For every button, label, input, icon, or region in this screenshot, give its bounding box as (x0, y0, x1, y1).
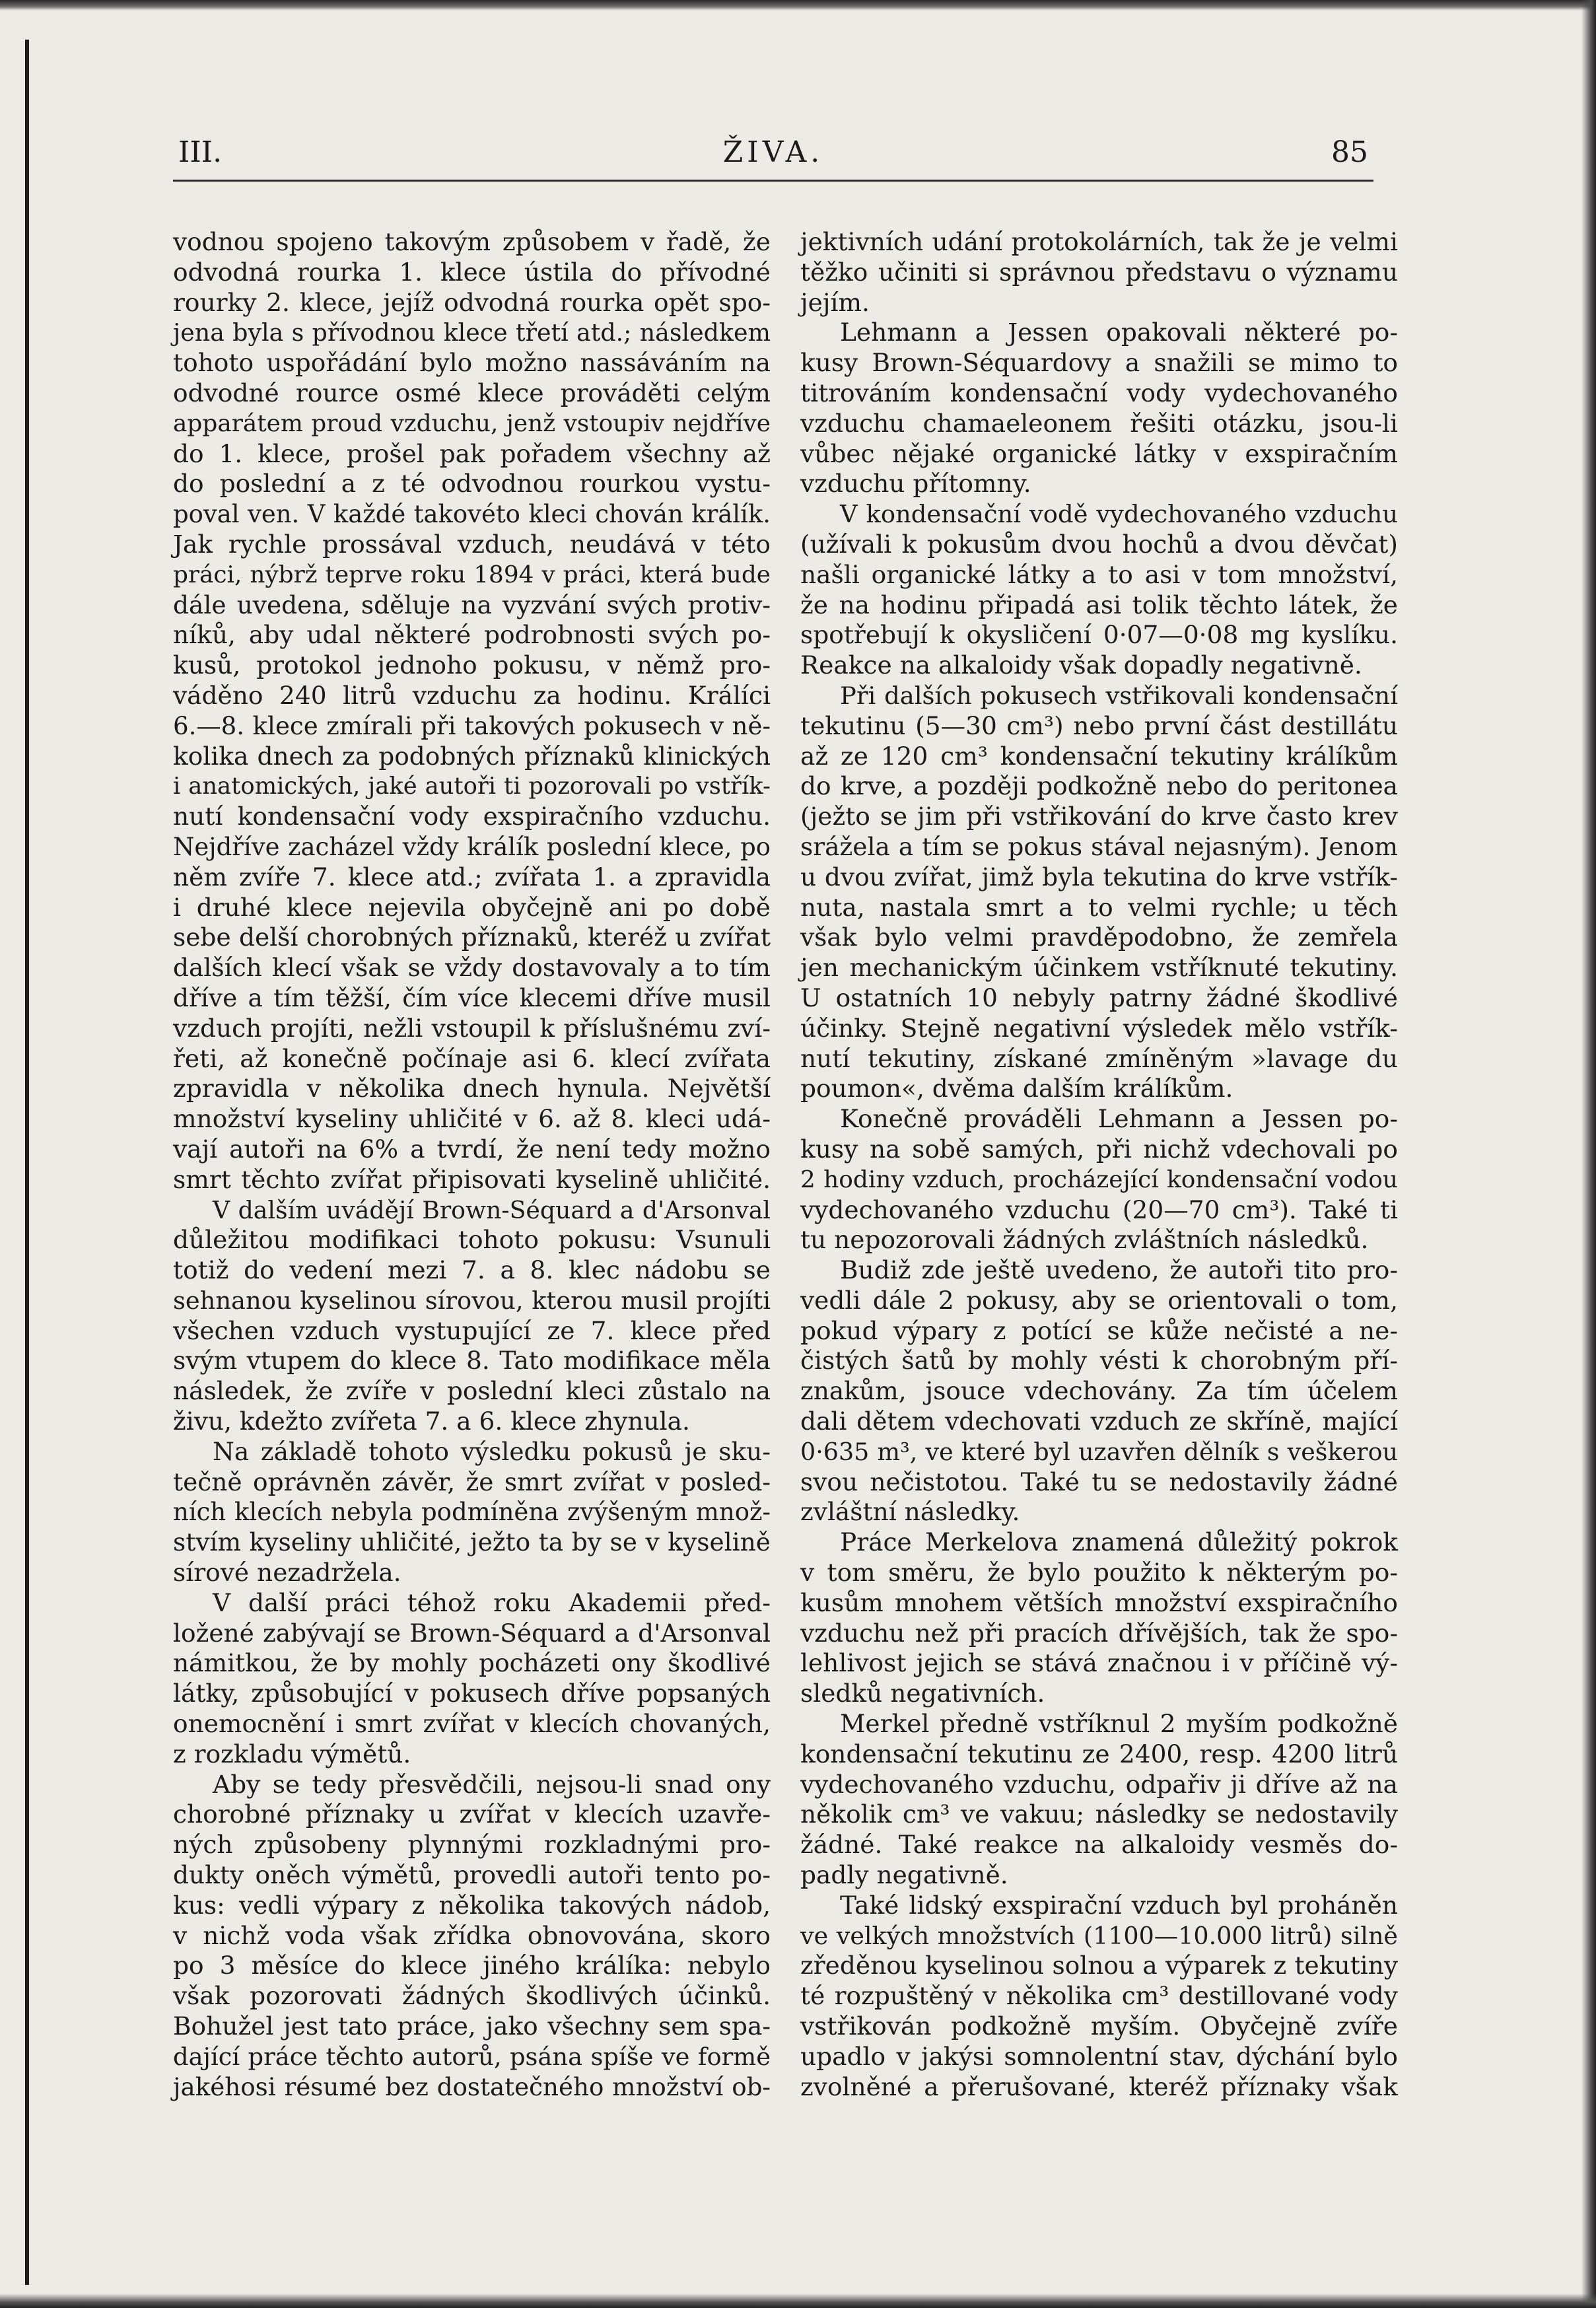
text-line: v tom směru, že bylo použito k některým po- (800, 1558, 1398, 1588)
text-line: Reakce na alkaloidy však dopadly negativně. (800, 650, 1362, 680)
volume-number: III. (178, 135, 223, 169)
header-rule (173, 180, 1373, 182)
text-line: kusům mnohem větších množství exspiračního (800, 1588, 1398, 1617)
text-line: z rozkladu výmětů. (173, 1739, 411, 1768)
text-line: dající práce těchto autorů, psána spíše ve formě (173, 2042, 771, 2071)
text-line: Lehmann a Jessen opakovali některé po- (840, 318, 1398, 347)
text-line: svým vtupem do klece 8. Tato modifikace měla (173, 1346, 771, 1376)
text-line: Aby se tedy přesvědčili, nejsou-li snad ony (213, 1769, 771, 1799)
text-line: kolika dnech za podobných příznaků klinických (173, 741, 771, 771)
text-line: spotřebují k okysličení 0·07—0·08 mg kyslíku. (800, 620, 1398, 650)
text-line: titrováním kondensační vody vydechovaného (800, 378, 1398, 407)
text-line: odvodná rourka 1. klece ústila do přívodné (173, 257, 771, 287)
text-line: zvolněné a přerušované, kteréž příznaky však (800, 2072, 1398, 2101)
page-edge-left (25, 40, 29, 2285)
text-line: těžko učiniti si správnou představu o významu (800, 257, 1398, 287)
text-line: vůbec nějaké organické látky v exspiračním (800, 438, 1398, 468)
text-line: čistých šatů by mohly vésti k chorobným pří- (800, 1346, 1398, 1376)
text-line: rourky 2. klece, jejíž odvodná rourka opět spo- (173, 287, 771, 317)
text-line: dukty oněch výmětů, provedli autoři tento po- (173, 1860, 771, 1890)
page-number: 85 (1331, 135, 1368, 169)
text-line: vzduch projíti, nežli vstoupil k příslušnému zví- (173, 1013, 771, 1043)
text-line: vodnou spojeno takovým způsobem v řadě, že (173, 227, 771, 256)
text-line: Jak rychle prossával vzduch, neudává v této (173, 529, 771, 559)
text-line: sebe delší chorobných příznaků, kteréž u zvířat (173, 923, 771, 952)
text-line: důležitou modifikaci tohoto pokusu: Vsunuli (173, 1225, 771, 1255)
text-line: práci, nýbrž teprve roku 1894 v práci, která bude (173, 561, 771, 588)
text-line: řeti, až konečně počínaje asi 6. klecí zvířata (173, 1043, 771, 1073)
text-line: smrt těchto zvířat připisovati kyselině uhličité. (173, 1164, 771, 1194)
text-line: sledků negativních. (800, 1679, 1045, 1708)
text-line: Také lidský exspirační vzduch byl proháněn (840, 1890, 1398, 1920)
text-line: kondensační tekutinu ze 2400, resp. 4200 litrů (800, 1739, 1398, 1768)
text-line: (ježto se jim při vstřikování do krve často krev (800, 802, 1398, 831)
text-line: jejím. (800, 287, 870, 317)
text-line: vzduchu chamaeleonem řešiti otázku, jsou-li (800, 408, 1398, 438)
text-line: vydechovaného vzduchu, odpařiv ji dříve až na (800, 1769, 1398, 1799)
text-line: Bohužel jest tato práce, jako všechny sem spa- (173, 2011, 771, 2041)
text-line: zvláštní následky. (800, 1497, 1020, 1527)
text-line: padly negativně. (800, 1860, 1008, 1890)
text-line: žádné. Také reakce na alkaloidy vesměs do- (800, 1830, 1398, 1860)
text-line: vzduchu přítomny. (800, 469, 1031, 499)
text-line: poumon«, dvěma dalším králíkům. (800, 1074, 1233, 1103)
text-line: kusy na sobě samých, při nichž vdechovali po (800, 1134, 1398, 1164)
text-line: tu nepozorovali žádných zvláštních následků. (800, 1225, 1369, 1255)
text-line: níků, aby udal některé podrobnosti svých po- (173, 620, 771, 650)
text-line: až ze 120 cm³ kondensační tekutiny králíkům (800, 741, 1398, 771)
text-line: i druhé klece nejevila obyčejně ani po době (173, 892, 771, 922)
text-line: vají autoři na 6% a tvrdí, že není tedy možno (173, 1134, 771, 1164)
running-header (173, 135, 1373, 175)
text-line: váděno 240 litrů vzduchu za hodinu. Králíci (173, 680, 771, 710)
text-line: do krve, a později podkožně nebo do peritonea (800, 771, 1398, 801)
text-line: U ostatních 10 nebyly patrny žádné škodlivé (800, 983, 1398, 1012)
text-line: nutí tekutiny, získané zmíněným »lavage du (800, 1043, 1398, 1073)
text-line: apparátem proud vzduchu, jenž vstoupiv nejdříve (173, 409, 771, 437)
text-line: V dalším uvádějí Brown-Séquard a d'Arsonval (213, 1195, 771, 1224)
text-line: však bylo velmi pravděpodobno, že zemřela (800, 923, 1398, 952)
text-line: nutí kondensační vody exspiračního vzduchu. (173, 802, 771, 831)
text-line: 6.—8. klece zmírali při takových pokusech v ně- (173, 711, 771, 740)
text-line: V další práci téhož roku Akademii před- (213, 1588, 771, 1617)
text-line: dali dětem vdechovati vzduch ze skříně, mající (800, 1407, 1398, 1436)
text-line: 2 hodiny vzduch, procházející kondensační vodou (800, 1166, 1398, 1193)
text-line: látky, způsobující v pokusech dříve popsaných (173, 1679, 771, 1708)
text-line: znakům, jsouce vdechovány. Za tím účelem (800, 1376, 1398, 1406)
text-line: jakéhosi résumé bez dostatečného množství ob- (173, 2072, 771, 2101)
text-line: i anatomických, jaké autoři ti pozorovali po vstřík- (173, 773, 771, 800)
text-line: ních klecích nebyla podmíněna zvýšeným množ- (173, 1498, 771, 1527)
text-line: několik cm³ ve vakuu; následky se nedostavily (800, 1800, 1398, 1829)
page-edge-right (1581, 0, 1596, 2308)
text-line: množství kyseliny uhličité v 6. až 8. kleci udá- (173, 1104, 771, 1134)
text-line: však pozorovati žádných škodlivých účinků. (173, 1981, 771, 2011)
text-line: ných způsobeny plynnými rozkladnými pro- (173, 1830, 771, 1860)
text-line: stvím kyseliny uhličité, ježto ta by se v kyselině (173, 1527, 771, 1557)
text-line: poval ven. V každé takovéto kleci chován králík. (173, 500, 771, 529)
text-line: tekutinu (5—30 cm³) nebo první část destillátu (800, 711, 1398, 740)
text-line: zředěnou kyselinou solnou a výparek z tekutiny (800, 1951, 1398, 1980)
text-line: kusů, protokol jednoho pokusu, v němž pro- (173, 650, 771, 680)
text-line: něm zvíře 7. klece atd.; zvířata 1. a zpravidla (173, 862, 771, 892)
text-line: 0·635 m³, ve které byl uzavřen dělník s veškerou (800, 1437, 1398, 1466)
text-line: Práce Merkelova znamená důležitý pokrok (840, 1527, 1398, 1557)
journal-title: ŽIVA. (722, 135, 824, 169)
text-line: svou nečistotou. Také tu se nedostavily žádné (800, 1467, 1398, 1496)
text-line: pokud výpary z potící se kůže nečisté a ne- (800, 1315, 1398, 1345)
text-line: (užívali k pokusům dvou hochů a dvou děvčat) (800, 529, 1398, 559)
text-line: sírové nezadržela. (173, 1558, 401, 1588)
text-line: tečně oprávněn závěr, že smrt zvířat v posled- (173, 1467, 771, 1496)
text-line: v nichž voda však zřídka obnovována, skoro (173, 1920, 771, 1950)
text-line: lehlivost jejich se stává značnou i v příčině vý- (800, 1648, 1398, 1678)
text-line: Merkel předně vstříknul 2 myším podkožně (840, 1709, 1398, 1739)
text-line: dalších klecí však se vždy dostavovaly a to tím (173, 953, 771, 983)
text-line: Konečně prováděli Lehmann a Jessen po- (840, 1104, 1398, 1134)
text-line: vydechovaného vzduchu (20—70 cm³). Také ti (800, 1195, 1398, 1224)
text-line: kusy Brown-Séquardovy a snažili se mimo to (800, 348, 1398, 378)
text-line: že na hodinu připadá asi tolik těchto látek, že (800, 590, 1398, 619)
text-line: vzduchu než při pracích dřívějších, tak že spo- (800, 1618, 1398, 1648)
text-line: do 1. klece, prošel pak pořadem všechny až (173, 438, 771, 468)
text-line: Budiž zde ještě uvedeno, že autoři tito pro- (840, 1255, 1398, 1285)
text-line: vstřikován podkožně myším. Obyčejně zvíře (800, 2011, 1398, 2041)
text-line: tohoto uspořádání bylo možno nassáváním na (173, 348, 771, 378)
text-line: vedli dále 2 pokusy, aby se orientovali o tom, (800, 1285, 1398, 1315)
page-edge-top (0, 0, 1596, 11)
text-line: kus: vedli výpary z několika takových nádob, (173, 1890, 771, 1920)
left-text-column (173, 227, 771, 2102)
text-line: jektivních udání protokolárních, tak že je velmi (800, 227, 1398, 256)
text-line: Na základě tohoto výsledku pokusů je sku- (213, 1436, 771, 1466)
text-line: všechen vzduch vystupující ze 7. klece před (173, 1315, 771, 1345)
text-line: po 3 měsíce do klece jiného králíka: nebylo (173, 1951, 771, 1980)
text-line: chorobné příznaky u zvířat v klecích uzavře- (173, 1800, 771, 1829)
text-line: zpravidla v několika dnech hynula. Největší (173, 1074, 771, 1103)
text-line: ve velkých množstvích (1100—10.000 litrů) silně (800, 1921, 1398, 1950)
text-line: Nejdříve zacházel vždy králík poslední klece, po (173, 832, 771, 861)
text-line: dále uvedena, sděluje na vyzvání svých protiv- (173, 590, 771, 619)
text-line: sehnanou kyselinou sírovou, kterou musil projíti (173, 1286, 771, 1315)
text-line: odvodné rource osmé klece prováděti celým (173, 378, 771, 407)
text-line: do poslední a z té odvodnou rourkou vystu- (173, 469, 771, 499)
text-line: totiž do vedení mezi 7. a 8. klec nádobu se (173, 1255, 771, 1285)
right-text-column (800, 227, 1398, 2102)
text-line: našli organické látky a to asi v tom množství, (800, 559, 1398, 589)
text-line: Při dalších pokusech vstřikovali kondensační (840, 681, 1398, 710)
text-line: té rozpuštěný v několika cm³ destillované vody (800, 1981, 1398, 2011)
text-line: u dvou zvířat, jimž byla tekutina do krve vstřík- (800, 862, 1398, 892)
text-line: dříve a tím těžší, čím více klecemi dříve musil (173, 983, 771, 1012)
text-line: následek, že zvíře v poslední kleci zůstalo na (173, 1376, 771, 1406)
text-line: námitkou, že by mohly pocházeti ony škodlivé (173, 1648, 771, 1678)
text-line: účinky. Stejně negativní výsledek mělo vstřík- (800, 1013, 1398, 1043)
text-line: V kondensační vodě vydechovaného vzduchu (840, 500, 1398, 529)
text-line: jena byla s přívodnou klece třetí atd.; následkem (173, 318, 771, 347)
text-line: živu, kdežto zvířeta 7. a 6. klece zhynula. (173, 1407, 690, 1436)
text-line: srážela a tím se pokus stával nejasným). Jenom (800, 831, 1398, 861)
text-line: ložené zabývají se Brown-Séquard a d'Arsonval (173, 1618, 771, 1648)
text-line: jen mechanickým účinkem vstříknuté tekutiny. (800, 953, 1398, 983)
text-line: upadlo v jakýsi somnolentní stav, dýchání bylo (800, 2041, 1398, 2071)
text-line: onemocnění i smrt zvířat v klecích chovaných, (173, 1709, 771, 1739)
text-line: nuta, nastala smrt a to velmi rychle; u těch (800, 892, 1398, 922)
page-edge-bottom (0, 2293, 1596, 2308)
